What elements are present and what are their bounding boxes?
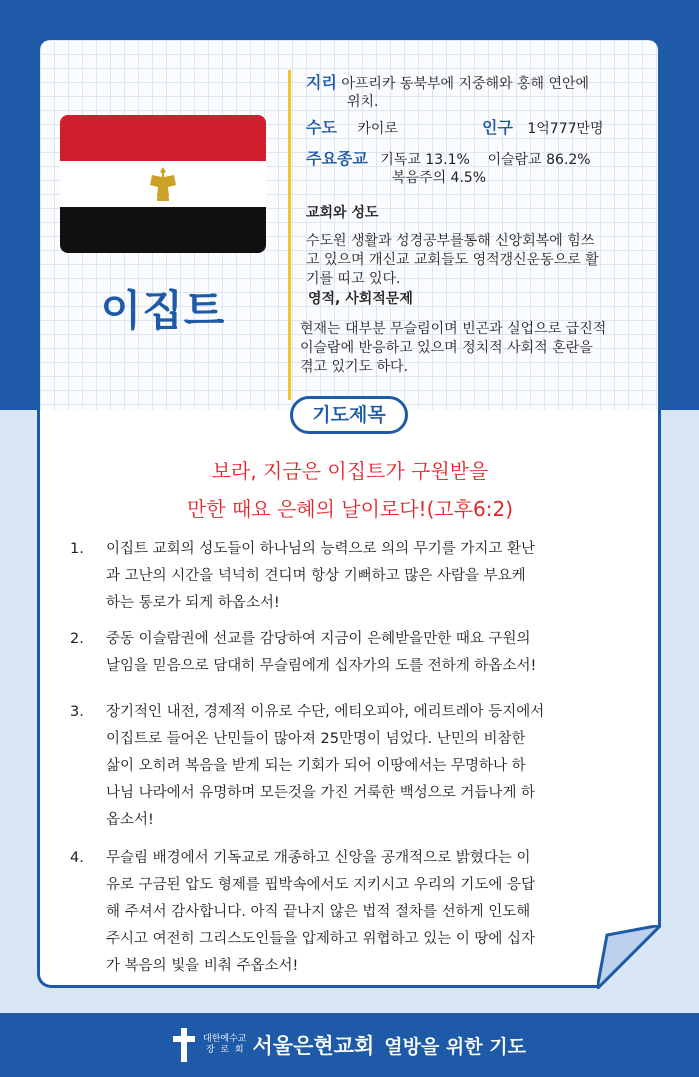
population-label: 인구 bbox=[482, 118, 513, 137]
flag-red-stripe bbox=[60, 115, 266, 161]
prayer-item bbox=[70, 699, 630, 834]
church-label: 교회와 성도 bbox=[306, 205, 379, 221]
prayer-line: 과 고난의 시간을 넉넉히 견디며 항상 기뻐하고 많은 사람을 부요케 bbox=[106, 568, 526, 584]
social-line: 겪고 있기도 하다. bbox=[300, 359, 409, 375]
prayer-line: 중동 이슬람권에 선교를 감당하여 지금이 은혜받을만한 때요 구원의 bbox=[106, 631, 531, 647]
prayer-line: 유로 구금된 압도 형제를 핍박속에서도 지키시고 우리의 기도에 응답 bbox=[106, 877, 536, 893]
geography-text: 아프리카 동북부에 지중해와 홍해 연안에 bbox=[341, 76, 590, 92]
country-name: 이집트 bbox=[100, 286, 226, 335]
prayer-item bbox=[70, 626, 630, 680]
prayer-line: 주시고 여전히 그리스도인들을 압제하고 위협하고 있는 이 땅에 십자 bbox=[106, 931, 536, 947]
prayer-line: 하는 통로가 되게 하옵소서! bbox=[106, 595, 280, 611]
geography-label: 지리 bbox=[306, 73, 337, 92]
social-line: 이슬람에 반응하고 있으며 정치적 사회적 혼란을 bbox=[300, 340, 593, 356]
prayer-line: 삶이 오히려 복음을 받게 되는 기회가 되어 이땅에서는 무명하나 하 bbox=[106, 758, 526, 774]
prayer-line: 무슬림 배경에서 기독교로 개종하고 신앙을 공개적으로 밝혔다는 이 bbox=[106, 850, 531, 866]
denomination-line: 대한예수교 bbox=[203, 1034, 247, 1044]
verse-line: 만한 때요 은혜의 날이로다!(고후6:2) bbox=[186, 497, 514, 521]
prayer-item bbox=[70, 845, 630, 980]
prayer-line: 장기적인 내전, 경제적 이유로 수단, 에티오피아, 에리트레아 등지에서 bbox=[106, 704, 545, 720]
egypt-flag bbox=[60, 115, 266, 253]
info-divider bbox=[288, 70, 291, 400]
prayer-number: 3. bbox=[70, 704, 84, 720]
verse-line: 보라, 지금은 이집트가 구원받을 bbox=[211, 459, 489, 483]
denomination-label bbox=[203, 1034, 246, 1056]
flag-black-stripe bbox=[60, 207, 266, 253]
church-text bbox=[306, 232, 599, 289]
flag-white-stripe bbox=[60, 161, 266, 207]
geography-row bbox=[306, 73, 589, 94]
prayer-line: 나님 나라에서 유명하며 모든것을 가진 거룩한 백성으로 거듭나게 하 bbox=[106, 785, 536, 801]
eagle-emblem-icon bbox=[148, 165, 178, 203]
denomination-line: 장 로 회 bbox=[206, 1045, 244, 1055]
religion-line-1: 기독교 13.1% 이슬람교 86.2% bbox=[380, 152, 591, 168]
capital-label: 수도 bbox=[306, 118, 337, 137]
prayer-line: 가 복음의 빛을 비춰 주옵소서! bbox=[106, 958, 299, 974]
religion-row bbox=[306, 149, 591, 170]
church-line: 기를 띠고 있다. bbox=[306, 271, 401, 287]
prayer-line: 해 주셔서 감사합니다. 아직 끝나지 않은 법적 절차를 선하게 인도해 bbox=[106, 904, 531, 920]
footer-title: 열방을 위한 기도 bbox=[384, 1035, 526, 1058]
church-name: 서울은현교회 bbox=[252, 1034, 375, 1058]
prayer-line: 옵소서! bbox=[106, 812, 154, 828]
prayer-number: 4. bbox=[70, 850, 84, 866]
church-line: 고 있으며 개신교 교회들도 영적갱신운동으로 활 bbox=[306, 252, 599, 268]
prayer-line: 이집트 교회의 성도들이 하나님의 능력으로 의의 무기를 가지고 환난 bbox=[106, 541, 536, 557]
prayer-number: 1. bbox=[70, 541, 84, 557]
prayer-number: 2. bbox=[70, 631, 84, 647]
social-line: 현재는 대부분 무슬림이며 빈곤과 실업으로 급진적 bbox=[300, 321, 607, 337]
church-line: 수도원 생활과 성경공부를통해 신앙회복에 힘쓰 bbox=[306, 233, 595, 249]
religion-label: 주요종교 bbox=[306, 149, 368, 168]
prayer-line: 이집트로 들어온 난민들이 많아져 25만명이 넘었다. 난민의 비참한 bbox=[106, 731, 526, 747]
social-label: 영적, 사회적문제 bbox=[308, 291, 413, 307]
social-text bbox=[300, 320, 606, 377]
prayer-title: 기도제목 bbox=[290, 396, 408, 434]
population-value: 1억777만명 bbox=[527, 121, 604, 137]
religion-line-2: 복음주의 4.5% bbox=[392, 170, 487, 186]
capital-row bbox=[306, 118, 398, 139]
geography-text-cont: 위치. bbox=[347, 94, 379, 110]
prayer-line: 날임을 믿음으로 담대히 무슬림에게 십자가의 도를 전하게 하옵소서! bbox=[106, 658, 537, 674]
population-row bbox=[482, 118, 604, 139]
capital-value: 카이로 bbox=[357, 121, 398, 137]
bible-verse bbox=[60, 452, 640, 528]
prayer-item bbox=[70, 536, 630, 617]
footer bbox=[0, 1013, 699, 1077]
cross-icon bbox=[173, 1028, 195, 1062]
